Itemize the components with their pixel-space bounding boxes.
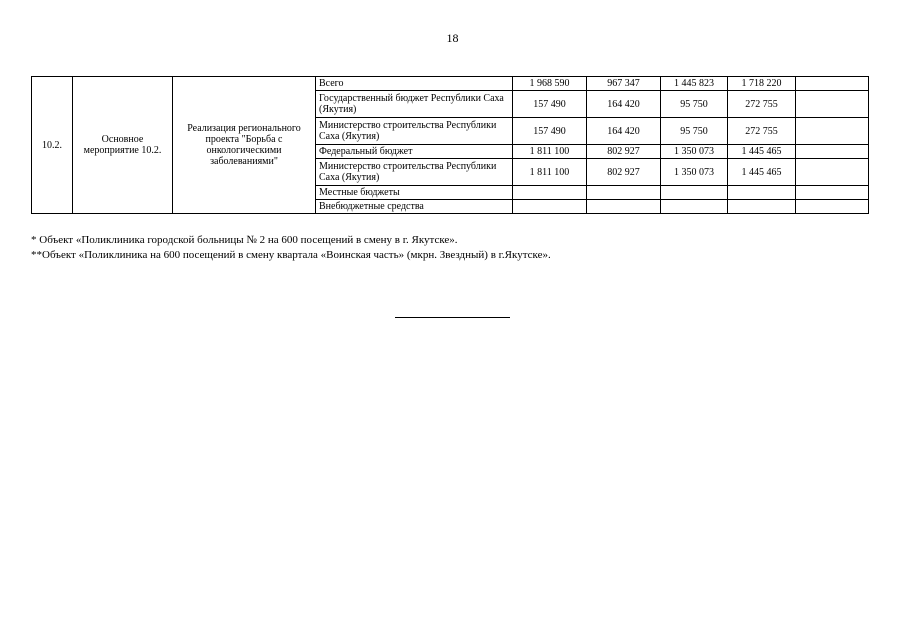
value-cell: 272 755 [728, 118, 796, 145]
value-cell: 1 350 073 [661, 159, 728, 186]
footnotes [31, 233, 551, 263]
source-cell: Министерство строительства Республики Саха (Якутия) [316, 159, 513, 186]
value-cell: 1 350 073 [661, 145, 728, 159]
value-cell [661, 186, 728, 200]
value-cell [796, 186, 869, 200]
value-cell [796, 159, 869, 186]
source-cell: Федеральный бюджет [316, 145, 513, 159]
value-cell: 1 445 465 [728, 145, 796, 159]
value-cell [513, 186, 587, 200]
value-cell: 164 420 [587, 118, 661, 145]
value-cell: 95 750 [661, 118, 728, 145]
value-cell [728, 200, 796, 214]
footnote-1: * Объект «Поликлиника городской больницы № 2 на 600 посещений в смену в г. Якутске». [31, 234, 458, 246]
value-cell: 802 927 [587, 145, 661, 159]
value-cell [587, 200, 661, 214]
value-cell: 157 490 [513, 91, 587, 118]
page-number: 18 [446, 31, 459, 45]
event-cell: Основное мероприятие 10.2. [73, 77, 173, 214]
budget-table [31, 76, 869, 214]
value-cell [796, 91, 869, 118]
value-cell: 967 347 [587, 77, 661, 91]
source-cell: Внебюджетные средства [316, 200, 513, 214]
value-cell: 1 718 220 [728, 77, 796, 91]
value-cell: 272 755 [728, 91, 796, 118]
value-cell: 1 811 100 [513, 159, 587, 186]
table-row [32, 77, 869, 91]
value-cell: 95 750 [661, 91, 728, 118]
value-cell: 1 968 590 [513, 77, 587, 91]
row-number-cell: 10.2. [32, 77, 73, 214]
value-cell [513, 200, 587, 214]
value-cell [796, 118, 869, 145]
separator-line [395, 317, 510, 318]
value-cell [796, 77, 869, 91]
value-cell [796, 145, 869, 159]
source-cell: Министерство строительства Республики Саха (Якутия) [316, 118, 513, 145]
value-cell [661, 200, 728, 214]
value-cell: 1 445 465 [728, 159, 796, 186]
value-cell: 157 490 [513, 118, 587, 145]
value-cell: 164 420 [587, 91, 661, 118]
footnote-2: **Объект «Поликлиника на 600 посещений в смену квартала «Воинская часть» (мкрн. Звездный) в г.Якутске». [31, 249, 551, 261]
value-cell [796, 200, 869, 214]
project-cell: Реализация регионального проекта "Борьба с онкологическими заболеваниями" [173, 77, 316, 214]
value-cell [728, 186, 796, 200]
value-cell: 802 927 [587, 159, 661, 186]
value-cell [587, 186, 661, 200]
value-cell: 1 811 100 [513, 145, 587, 159]
source-cell: Всего [316, 77, 513, 91]
source-cell: Местные бюджеты [316, 186, 513, 200]
value-cell: 1 445 823 [661, 77, 728, 91]
source-cell: Государственный бюджет Республики Саха (Якутия) [316, 91, 513, 118]
